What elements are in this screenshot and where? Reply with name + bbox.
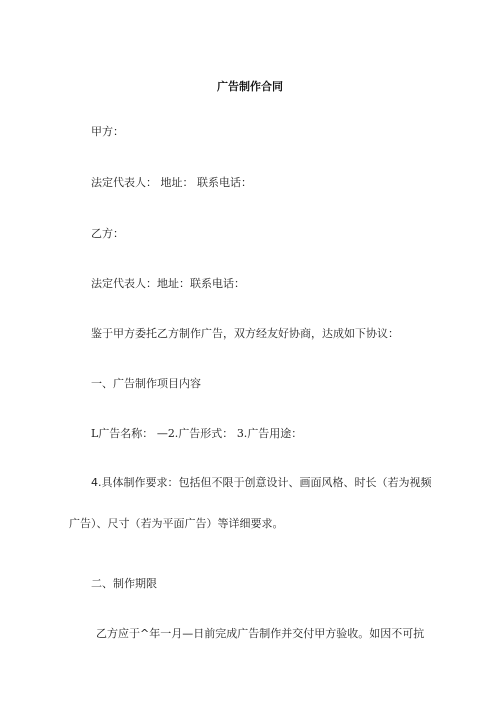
section-2-heading: 二、制作期限: [91, 577, 157, 590]
document-title: 广告制作合同: [217, 80, 283, 93]
item-1-label: 广告名称：: [98, 427, 154, 440]
item-3-number: 3.: [236, 427, 248, 440]
item-4-line-1: 4.具体制作要求：包括但不限于创意设计、画面风格、时长（若为视频: [91, 476, 432, 489]
party-a-line: 甲方：: [91, 125, 124, 138]
item-2-label: 广告形式：: [178, 427, 234, 440]
item-1-number: L: [91, 427, 99, 440]
item-4-line-2: 广告）、尺寸（若为平面广告）等详细要求。: [69, 517, 284, 530]
party-b-line: 乙方：: [91, 227, 124, 240]
item-2-number: —2.: [156, 427, 179, 440]
party-b-representative-line: 法定代表人：地址：联系电话：: [91, 277, 245, 290]
section-1-items-line: [91, 427, 302, 441]
item-3-label: 广告用途：: [247, 427, 303, 440]
section-2-paragraph-line-1: 乙方应于^年一月—日前完成广告制作并交付甲方验收。如因不可抗: [96, 627, 425, 640]
preamble-paragraph: 鉴于甲方委托乙方制作广告，双方经友好协商，达成如下协议：: [91, 327, 399, 340]
party-a-representative-line: 法定代表人： 地址： 联系电话：: [91, 176, 252, 189]
section-1-heading: 一、广告制作项目内容: [91, 377, 201, 390]
